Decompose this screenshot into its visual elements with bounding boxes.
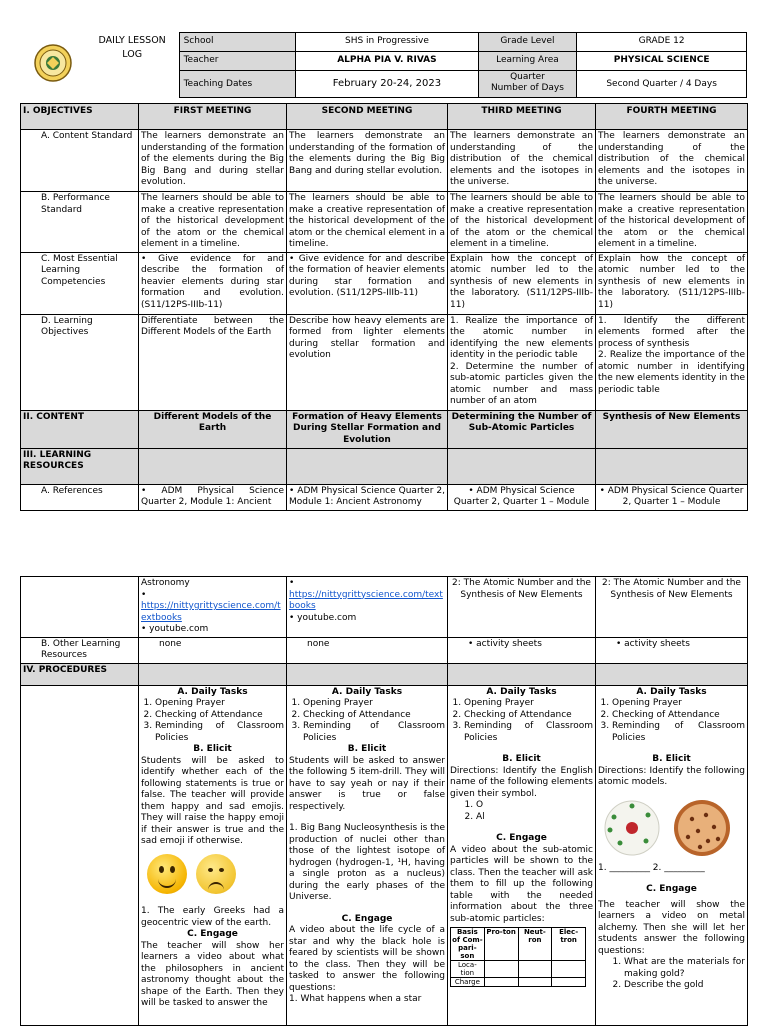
list-item: 3. Reminding of Classroom Policies xyxy=(464,721,593,744)
list-item: 2. Al xyxy=(476,812,593,824)
procedure-meeting-1 xyxy=(139,685,287,1025)
daily-tasks-heading: A. Daily Tasks xyxy=(331,686,403,697)
cell-content-4: Synthesis of New Elements xyxy=(596,410,748,448)
procedures-cell-1 xyxy=(139,663,287,685)
grade-value: GRADE 12 xyxy=(577,33,747,52)
dates-label: Teaching Dates xyxy=(179,71,296,98)
drill-item-1: 1. Big Bang Nucleosynthesis is the production of nuclei other than those of the lightest isotope of hydrogen (hydrogen-1, ¹H, having a single proton as a nucleus) during the early phases of the Universe. xyxy=(289,823,445,902)
elicit-heading: B. Elicit xyxy=(502,754,541,764)
table-cell[interactable] xyxy=(484,961,518,978)
other-resources-1: none xyxy=(139,637,287,663)
engage-heading: C. Engage xyxy=(646,884,697,894)
cell-content-standard-4: The learners demonstrate an understanding of the distribution of the chemical elements and the isotopes in the universe. xyxy=(596,130,748,192)
refs-cont-label xyxy=(21,577,139,638)
tasks-list xyxy=(598,698,745,744)
list-item: 3. Reminding of Classroom Policies xyxy=(155,721,284,744)
nittygritty-link[interactable]: https://nittygrittyscience.com/textbooks xyxy=(141,601,281,623)
list-item: 1. O xyxy=(476,800,593,812)
cell-resources-2 xyxy=(287,448,448,484)
dates-value: February 20-24, 2023 xyxy=(296,71,478,98)
elicit-text: Directions: Identify the following atomic models. xyxy=(598,765,745,787)
table-row xyxy=(21,448,748,484)
daily-tasks-heading: A. Daily Tasks xyxy=(636,686,707,697)
engage-heading: C. Engage xyxy=(187,929,238,939)
table-row xyxy=(21,192,748,253)
cell-learning-objectives-1: Differentiate between the Different Models of the Earth xyxy=(139,314,287,410)
deped-seal-logo xyxy=(20,33,86,98)
bohr-model-icon xyxy=(600,797,664,859)
refs-cont-1 xyxy=(139,577,287,638)
elicit-text: Students will be asked to answer the following 5 item-drill. They will have to say yeah or nay if their answer is true or false respectively. xyxy=(289,755,445,812)
cell-resources-1 xyxy=(139,448,287,484)
table-row xyxy=(21,410,748,448)
nittygritty-link-2[interactable]: https://nittygrittyscience.com/textbooks xyxy=(289,589,443,611)
cell-performance-standard-3: The learners should be able to make a creative representation of the historical development of the atom or the chemical element in a timeline. xyxy=(448,192,596,253)
atomic-models-images xyxy=(600,797,745,859)
subatomic-table xyxy=(450,927,586,987)
area-value: PHYSICAL SCIENCE xyxy=(577,52,747,71)
list-item: 2. Checking of Attendance xyxy=(155,710,284,722)
list-item: 2. Checking of Attendance xyxy=(464,710,593,722)
col-first-meeting: FIRST MEETING xyxy=(139,104,287,130)
atomic-models-blanks: 1. _________ 2. _________ xyxy=(598,862,705,873)
dll-title xyxy=(86,33,179,98)
objectives-table xyxy=(20,103,748,511)
list-item: 1. Opening Prayer xyxy=(303,698,445,710)
emoji-images xyxy=(147,854,284,899)
table-row xyxy=(21,685,748,1025)
area-label: Learning Area xyxy=(478,52,577,71)
table-row xyxy=(21,314,748,410)
procedures-cell-2 xyxy=(287,663,448,685)
list-item: 1. Opening Prayer xyxy=(464,698,593,710)
teacher-label: Teacher xyxy=(179,52,296,71)
lo-3-item-2: 2. Determine the number of sub-atomic particles given the atomic number and mass number of an atom xyxy=(450,361,593,406)
row-label-performance-standard: B. Performance Standard xyxy=(21,192,139,253)
cell-resources-4 xyxy=(596,448,748,484)
lo-4-item-1: 1. Identify the different elements formed after the process of synthesis xyxy=(598,315,745,349)
happy-emoji-icon xyxy=(147,854,187,894)
quarter-value: Second Quarter / 4 Days xyxy=(577,71,747,98)
cell-melc-2: • Give evidence for and describe the formation of heavier elements during star formation and evolution. (S11/12PS-IIIb-11) xyxy=(287,252,448,314)
row-label-learning-objectives: D. Learning Objectives xyxy=(21,314,139,410)
tasks-list xyxy=(450,698,593,744)
row-label-learning-resources: III. LEARNING RESOURCES xyxy=(21,448,139,484)
cell-learning-objectives-4 xyxy=(596,314,748,410)
elicit-heading: B. Elicit xyxy=(347,744,387,754)
cell-melc-1: • Give evidence for and describe the formation of heavier elements during star formation and evolution. (S11/12PS-IIIb-11) xyxy=(139,252,287,314)
refs-cont-4: 2: The Atomic Number and the Synthesis of New Elements xyxy=(596,577,748,638)
refs-cont-3: 2: The Atomic Number and the Synthesis of New Elements xyxy=(448,577,596,638)
table-cell[interactable] xyxy=(518,978,552,987)
subatomic-header-electron: Elec-tron xyxy=(552,928,586,961)
list-item: 2. Describe the gold xyxy=(624,980,745,992)
refs-cont-1-text: Astronomy xyxy=(141,578,190,588)
row-label-content: II. CONTENT xyxy=(21,410,139,448)
cell-performance-standard-2: The learners should be able to make a creative representation of the historical development of the atom or the chemical element in a timeline. xyxy=(287,192,448,253)
header-table xyxy=(20,32,747,98)
cell-learning-objectives-2: Describe how heavy elements are formed from lighter elements during stellar formation and evolution xyxy=(287,314,448,410)
procedures-cell-4 xyxy=(596,663,748,685)
table-row xyxy=(21,577,748,638)
col-second-meeting: SECOND MEETING xyxy=(287,104,448,130)
cell-performance-standard-1: The learners should be able to make a creative representation of the historical development of the atom or the chemical element in a timeline. xyxy=(139,192,287,253)
teacher-value: ALPHA PIA V. RIVAS xyxy=(296,52,478,71)
engage-text: A video about the sub-atomic particles will be shown to the class. Then the teacher will ask them to fill up the following table with the needed information about the three sub-atomic particles: xyxy=(450,844,593,924)
cell-resources-3 xyxy=(448,448,596,484)
table-cell[interactable] xyxy=(484,978,518,987)
cell-content-standard-3: The learners demonstrate an understanding of the distribution of the chemical elements and the isotopes in the universe. xyxy=(448,130,596,192)
elicit-heading: B. Elicit xyxy=(652,754,691,764)
refs-cont-2-bullet: • xyxy=(289,578,295,588)
list-item: 1. Opening Prayer xyxy=(612,698,745,710)
row-label-references: A. References xyxy=(21,484,139,510)
col-third-meeting: THIRD MEETING xyxy=(448,104,596,130)
col-objectives: I. OBJECTIVES xyxy=(21,104,139,130)
procedure-meeting-4 xyxy=(596,685,748,1025)
procedures-cell-3 xyxy=(448,663,596,685)
daily-tasks-heading: A. Daily Tasks xyxy=(486,686,557,697)
engage-text: The teacher will show the learners a video on metal alchemy. Then she will let her students answer the following questions: xyxy=(598,899,745,956)
procedures-table xyxy=(20,576,748,1026)
cell-content-standard-1: The learners demonstrate an understanding of the formation of the elements during the Big Big Bang and during stellar evolution. xyxy=(139,130,287,192)
quarter-label-line2: Number of Days xyxy=(490,83,564,93)
engage-heading: C. Engage xyxy=(341,913,393,924)
table-cell[interactable] xyxy=(518,961,552,978)
col-fourth-meeting: FOURTH MEETING xyxy=(596,104,748,130)
refs-cont-1-youtube: • youtube.com xyxy=(141,624,209,634)
refs-cont-2-youtube: • youtube.com xyxy=(289,612,357,623)
cell-references-1: • ADM Physical Science Quarter 2, Module 1: Ancient xyxy=(139,484,287,510)
elicit-heading: B. Elicit xyxy=(193,744,232,754)
plum-pudding-model-icon xyxy=(670,797,734,859)
procedure-meeting-2 xyxy=(287,685,448,1025)
other-resources-3: • activity sheets xyxy=(448,637,596,663)
subatomic-row-location: Loca-tion xyxy=(451,961,485,978)
row-label-content-standard: A. Content Standard xyxy=(21,130,139,192)
list-item: 1. What are the materials for making gold? xyxy=(624,957,745,980)
sad-emoji-icon xyxy=(196,854,236,894)
grade-label: Grade Level xyxy=(478,33,577,52)
cell-content-2: Formation of Heavy Elements During Stellar Formation and Evolution xyxy=(287,410,448,448)
cell-learning-objectives-3 xyxy=(448,314,596,410)
list-item: 1. Opening Prayer xyxy=(155,698,284,710)
refs-cont-1-bullet: • xyxy=(141,589,147,600)
questions-list xyxy=(598,957,745,992)
subatomic-header-proton: Pro-ton xyxy=(484,928,518,961)
cell-melc-3: Explain how the concept of atomic number led to the synthesis of new elements in the laboratory. (S11/12PS-IIIb-11) xyxy=(448,252,596,314)
list-item: 3. Reminding of Classroom Policies xyxy=(612,721,745,744)
engage-text: A video about the life cycle of a star and why the black hole is feared by scientists will be shown to the class. Then they will be tasked to answer the following questions: xyxy=(289,925,445,993)
dll-title-line1: DAILY LESSON xyxy=(98,34,166,46)
symbols-list xyxy=(450,800,593,823)
quarter-label-line1: Quarter xyxy=(510,72,545,82)
table-row xyxy=(21,637,748,663)
list-item: 2. Checking of Attendance xyxy=(303,710,445,722)
lo-3-item-1: 1. Realize the importance of the atomic number in identifying the new elements identity in the periodic table xyxy=(450,315,593,360)
cell-content-standard-2: The learners demonstrate an understanding of the formation of the elements during the Big Big Bang and during stellar evolution. xyxy=(287,130,448,192)
table-row xyxy=(21,130,748,192)
tasks-list xyxy=(141,698,284,744)
cell-content-3: Determining the Number of Sub-Atomic Particles xyxy=(448,410,596,448)
daily-tasks-heading: A. Daily Tasks xyxy=(177,686,248,697)
table-cell[interactable] xyxy=(552,978,586,987)
table-row xyxy=(21,663,748,685)
row-label-procedures: IV. PROCEDURES xyxy=(21,663,139,685)
table-row xyxy=(21,252,748,314)
school-value: SHS in Progressive xyxy=(296,33,478,52)
cell-references-2: • ADM Physical Science Quarter 2, Module 1: Ancient Astronomy xyxy=(287,484,448,510)
question-1: 1. What happens when a star xyxy=(289,994,422,1004)
school-label: School xyxy=(179,33,296,52)
elicit-text: Directions: Identify the English name of the following elements given their symbol. xyxy=(450,765,593,799)
procedure-meeting-3 xyxy=(448,685,596,1025)
quarter-label xyxy=(478,71,577,98)
engage-text: The teacher will show her learners a video about what the philosophers in ancient astronomy thought about the shape of the Earth. Then they will be tasked to answer the xyxy=(141,940,284,1008)
procedures-label-cell xyxy=(21,685,139,1025)
statement-item-1: 1. The early Greeks had a geocentric view of the earth. xyxy=(141,906,284,928)
table-cell[interactable] xyxy=(552,961,586,978)
list-item: 2. Checking of Attendance xyxy=(612,710,745,722)
cell-references-4: • ADM Physical Science Quarter 2, Quarter 1 – Module xyxy=(596,484,748,510)
cell-performance-standard-4: The learners should be able to make a creative representation of the historical development of the atom or the chemical element in a timeline. xyxy=(596,192,748,253)
subatomic-header-neutron: Neut-ron xyxy=(518,928,552,961)
other-resources-2: none xyxy=(287,637,448,663)
dll-title-line2: LOG xyxy=(122,48,143,60)
tasks-list xyxy=(289,698,445,744)
list-item: 3. Reminding of Classroom Policies xyxy=(303,721,445,744)
cell-content-1: Different Models of the Earth xyxy=(139,410,287,448)
table-row xyxy=(21,484,748,510)
elicit-text: Students will be asked to identify whether each of the following statements is true or false. The teacher will provide them happy and sad emojis. They will raise the happy emoji if their answer is true and the sad emoji if otherwise. xyxy=(141,755,284,846)
refs-cont-2 xyxy=(287,577,448,638)
other-resources-4: • activity sheets xyxy=(596,637,748,663)
cell-references-3: • ADM Physical Science Quarter 2, Quarter 1 – Module xyxy=(448,484,596,510)
engage-heading: C. Engage xyxy=(496,833,547,843)
subatomic-row-charge: Charge xyxy=(451,978,485,987)
subatomic-header-basis: Basis of Com-pari-son xyxy=(452,928,483,960)
row-label-other-resources: B. Other Learning Resources xyxy=(21,637,139,663)
row-label-melc: C. Most Essential Learning Competencies xyxy=(21,252,139,314)
cell-melc-4: Explain how the concept of atomic number led to the synthesis of new elements in the laboratory. (S11/12PS-IIIb-11) xyxy=(596,252,748,314)
lo-4-item-2: 2. Realize the importance of the atomic number in identifying the new elements identity in the periodic table xyxy=(598,350,745,395)
